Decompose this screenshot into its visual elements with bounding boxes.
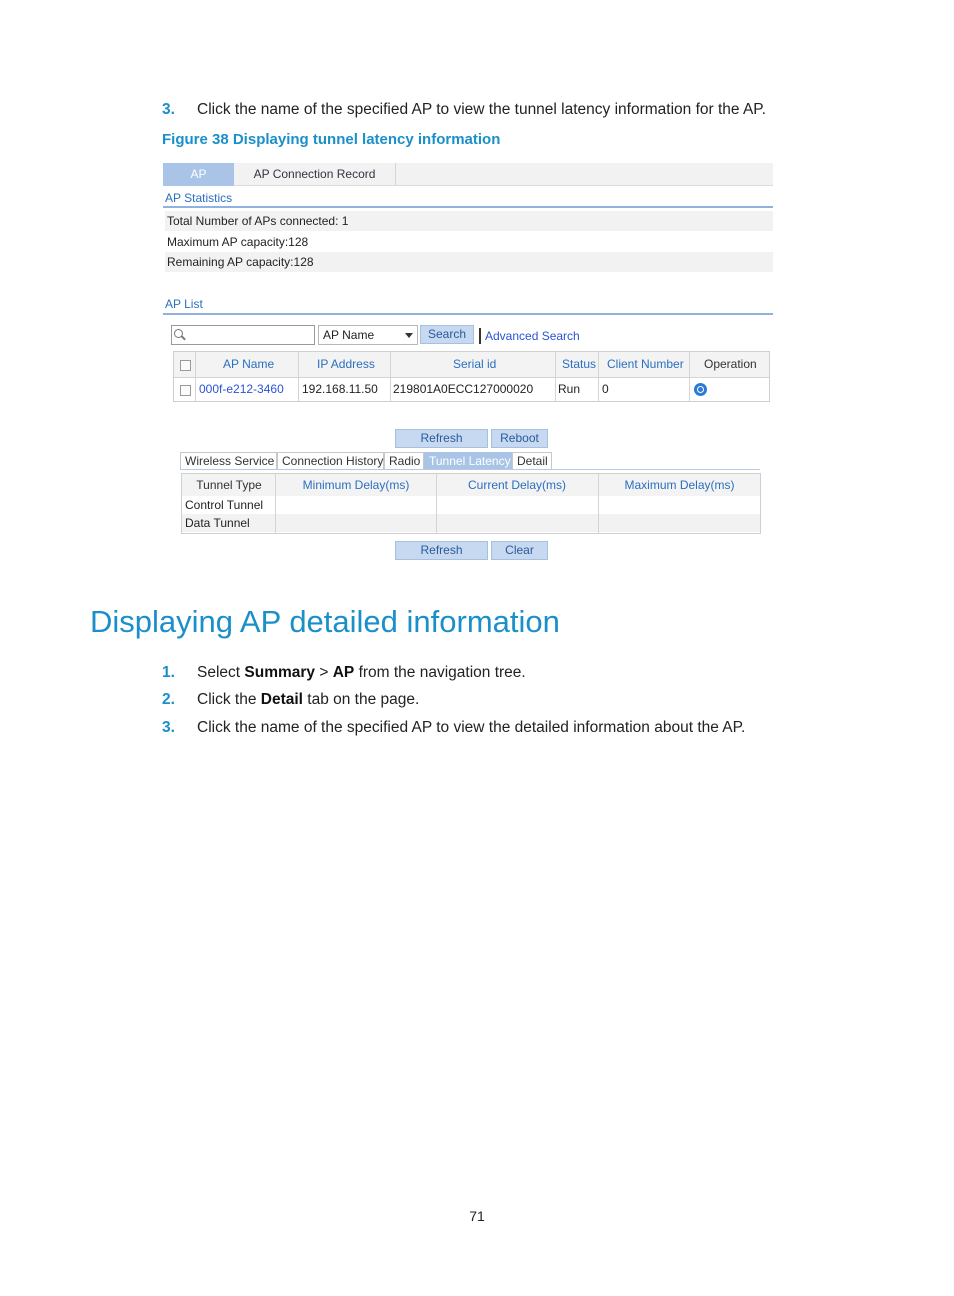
col-min-delay: Minimum Delay(ms) <box>302 478 410 492</box>
nav-ap: AP <box>332 664 355 681</box>
tunnel-latency-table <box>181 473 761 534</box>
col-divider <box>598 352 599 401</box>
ip-address-value: 192.168.11.50 <box>302 382 378 396</box>
col-client-number[interactable]: Client Number <box>607 357 684 371</box>
table-row <box>182 514 760 532</box>
step-text <box>197 664 526 682</box>
stat-max-capacity: Maximum AP capacity:128 <box>167 235 309 249</box>
current-delay-value <box>438 514 596 532</box>
col-ap-name[interactable]: AP Name <box>223 357 275 371</box>
tab-wireless-service[interactable]: Wireless Service <box>180 452 277 469</box>
tab-ap-connection-record[interactable]: AP Connection Record <box>234 163 396 186</box>
min-delay-value <box>278 496 434 514</box>
ap-statistics-title: AP Statistics <box>165 191 233 205</box>
search-icon <box>174 329 183 338</box>
select-all-checkbox[interactable] <box>180 360 191 371</box>
col-ip-address[interactable]: IP Address <box>317 357 375 371</box>
tab-radio[interactable]: Radio <box>384 452 424 469</box>
col-divider <box>195 352 196 401</box>
col-divider <box>598 474 599 533</box>
col-divider <box>436 474 437 533</box>
power-icon[interactable] <box>694 383 707 396</box>
search-field-select[interactable] <box>318 325 418 345</box>
section-divider <box>163 206 773 208</box>
ap-summary-screenshot <box>163 163 774 565</box>
chevron-down-icon <box>405 333 413 338</box>
row-checkbox[interactable] <box>180 385 191 396</box>
col-max-delay: Maximum Delay(ms) <box>624 478 735 492</box>
col-status[interactable]: Status <box>562 357 597 371</box>
col-operation: Operation <box>704 357 757 371</box>
step-text-pre: Select <box>197 664 245 681</box>
current-delay-value <box>438 496 596 514</box>
serial-id-value: 219801A0ECC127000020 <box>393 382 534 396</box>
col-current-delay: Current Delay(ms) <box>467 478 566 492</box>
ap-list-title: AP List <box>165 297 203 311</box>
ap-list-table <box>173 351 770 402</box>
clear-button[interactable]: Clear <box>491 541 548 560</box>
tab-tunnel-latency[interactable]: Tunnel Latency <box>424 452 512 469</box>
page-number: 71 <box>469 1208 485 1224</box>
search-input[interactable] <box>171 325 315 345</box>
separator <box>479 328 481 344</box>
step-number: 3. <box>162 101 175 118</box>
col-divider <box>275 474 276 533</box>
tab-detail-name: Detail <box>260 691 303 708</box>
col-tunnel-type: Tunnel Type <box>196 478 262 492</box>
step-number: 3. <box>162 719 175 736</box>
max-delay-value <box>600 514 758 532</box>
step-text-mid: > <box>315 664 333 681</box>
col-divider <box>390 352 391 401</box>
figure-caption: Figure 38 Displaying tunnel latency information <box>162 131 501 148</box>
client-number-value: 0 <box>602 382 609 396</box>
step-text-post: from the navigation tree. <box>354 664 526 681</box>
tab-detail[interactable]: Detail <box>512 452 552 469</box>
step-text-post: tab on the page. <box>302 691 420 708</box>
section-heading: Displaying AP detailed information <box>90 604 560 639</box>
advanced-search-link[interactable]: Advanced Search <box>485 329 580 343</box>
tab-ap[interactable]: AP <box>163 163 234 186</box>
col-divider <box>298 352 299 401</box>
tunnel-type-value: Data Tunnel <box>185 516 250 530</box>
latency-header <box>182 474 760 496</box>
stat-remaining-capacity: Remaining AP capacity:128 <box>165 252 773 272</box>
ap-name-link[interactable]: 000f-e212-3460 <box>199 382 284 396</box>
tab-connection-history[interactable]: Connection History <box>277 452 384 469</box>
ap-list-header <box>174 352 769 377</box>
nav-summary: Summary <box>244 664 316 681</box>
step-text: Click the name of the specified AP to view the tunnel latency information for the AP. <box>197 101 766 118</box>
search-field-value: AP Name <box>323 328 375 342</box>
step-number: 2. <box>162 691 175 708</box>
refresh-button[interactable]: Refresh <box>395 429 488 448</box>
reboot-button[interactable]: Reboot <box>491 429 548 448</box>
step-text-pre: Click the <box>197 691 261 708</box>
col-serial-id[interactable]: Serial id <box>453 357 497 371</box>
min-delay-value <box>278 514 434 532</box>
section-divider <box>163 313 773 315</box>
step-text: Click the name of the specified AP to view the detailed information about the AP. <box>197 719 746 736</box>
step-number: 1. <box>162 664 175 681</box>
tunnel-type-value: Control Tunnel <box>185 498 264 512</box>
step-text <box>197 691 419 709</box>
table-row <box>174 377 769 401</box>
search-button[interactable]: Search <box>420 325 474 344</box>
refresh-latency-button[interactable]: Refresh <box>395 541 488 560</box>
detail-tab-bar <box>180 452 760 470</box>
col-divider <box>555 352 556 401</box>
stat-total-aps: Total Number of APs connected: 1 <box>165 211 773 231</box>
table-row <box>182 496 760 514</box>
col-divider <box>689 352 690 401</box>
max-delay-value <box>600 496 758 514</box>
status-value: Run <box>558 382 581 396</box>
